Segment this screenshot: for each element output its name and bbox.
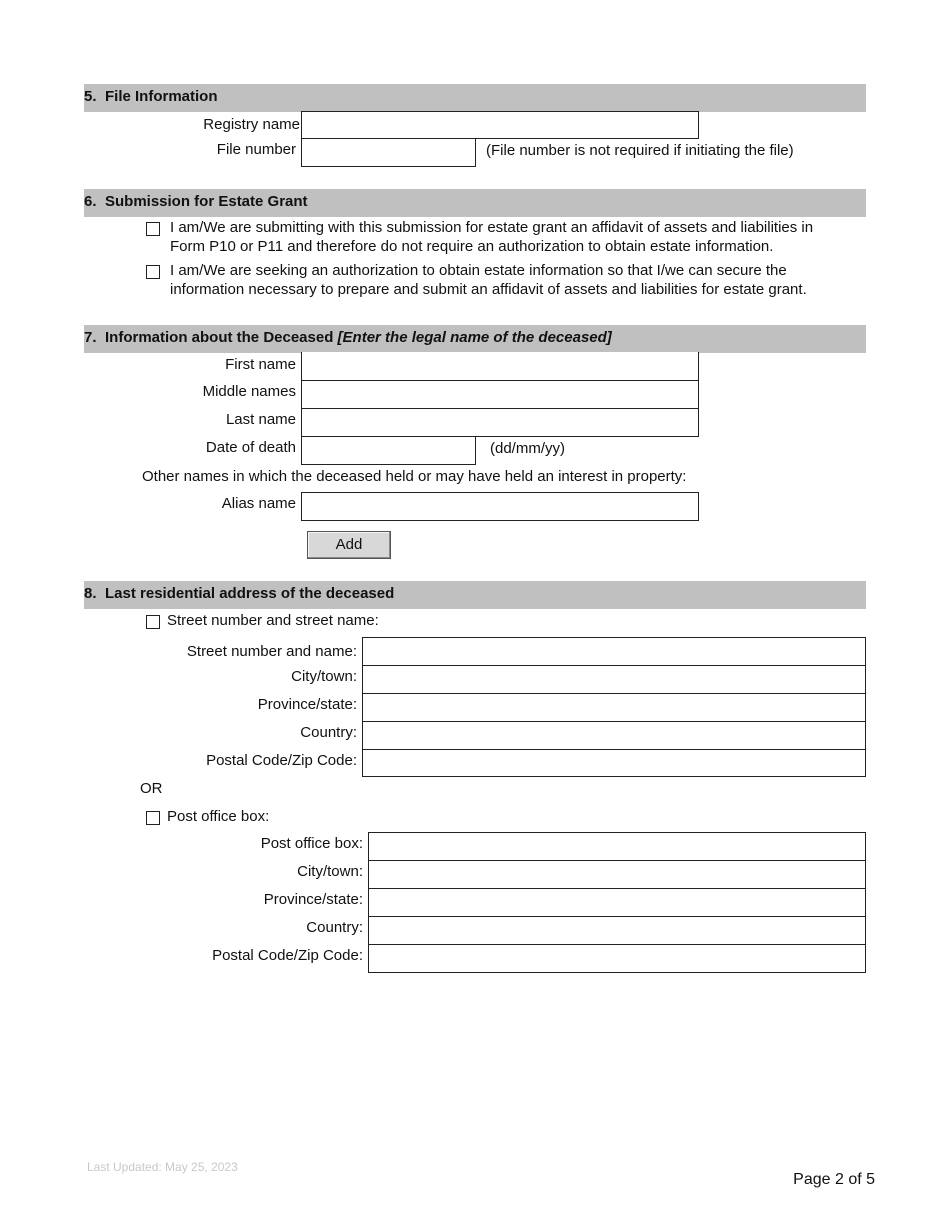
alias-name-label: Alias name [221,495,296,512]
file-number-label: File number [216,141,296,158]
po-box-label: Post office box: [260,835,363,852]
section-title: File Information [105,88,218,105]
section-6-header [84,189,866,217]
po-city-input[interactable] [369,861,865,888]
po-country-field[interactable] [368,916,866,945]
po-postal-label: Postal Code/Zip Code: [212,947,363,964]
po-postal-input[interactable] [369,945,865,972]
page-number: Page 2 of 5 [793,1171,875,1188]
date-of-death-label: Date of death [205,439,296,456]
street-address-option-label: Street number and street name: [167,612,379,629]
file-number-note: (File number is not required if initiating the file) [486,142,794,159]
section-title: Information about the Deceased [105,329,334,346]
street-postal-label: Postal Code/Zip Code: [206,752,357,769]
po-city-label: City/town: [297,863,363,880]
first-name-input[interactable] [302,352,698,380]
section-number: 5. [84,88,97,105]
street-country-input[interactable] [363,722,865,749]
street-city-input[interactable] [363,666,865,693]
alias-name-field[interactable] [301,492,699,521]
street-number-name-field[interactable] [362,637,866,666]
date-of-death-field[interactable] [301,436,476,465]
last-name-input[interactable] [302,409,698,436]
section-number: 7. [84,329,97,346]
registry-name-label: Registry name [203,116,300,133]
section-title: Submission for Estate Grant [105,193,308,210]
or-separator: OR [140,780,163,797]
file-number-input[interactable] [302,139,475,166]
po-box-field[interactable] [368,832,866,861]
street-country-field[interactable] [362,721,866,750]
seeking-authorization-checkbox[interactable] [146,265,160,279]
section-title: Last residential address of the deceased [105,585,395,602]
po-province-label: Province/state: [263,891,363,908]
po-city-field[interactable] [368,860,866,889]
date-format-note: (dd/mm/yy) [490,440,565,457]
po-box-option-label: Post office box: [167,808,270,825]
street-province-field[interactable] [362,693,866,722]
date-of-death-input[interactable] [302,437,475,464]
po-country-input[interactable] [369,917,865,944]
middle-names-input[interactable] [302,381,698,408]
last-name-label: Last name [225,411,296,428]
section-title-note: [Enter the legal name of the deceased] [337,329,612,346]
street-postal-field[interactable] [362,749,866,777]
street-country-label: Country: [300,724,357,741]
section-number: 6. [84,193,97,210]
street-postal-input[interactable] [363,750,865,776]
po-box-checkbox[interactable] [146,811,160,825]
po-country-label: Country: [306,919,363,936]
section-8-header [84,581,866,609]
registry-name-input[interactable] [302,112,698,138]
first-name-field[interactable] [301,352,699,381]
registry-name-field[interactable] [301,111,699,139]
last-name-field[interactable] [301,408,699,437]
po-province-field[interactable] [368,888,866,917]
po-province-input[interactable] [369,889,865,916]
street-province-label: Province/state: [257,696,357,713]
street-province-input[interactable] [363,694,865,721]
section-number: 8. [84,585,97,602]
street-number-name-label: Street number and name: [186,643,357,660]
section-7-header [84,325,866,353]
middle-names-label: Middle names [202,383,296,400]
file-number-field[interactable] [301,138,476,167]
alias-name-input[interactable] [302,493,698,520]
affidavit-submitted-checkbox[interactable] [146,222,160,236]
other-names-text: Other names in which the deceased held or may have held an interest in property: [142,468,687,485]
seeking-authorization-text: I am/We are seeking an authorization to obtain estate information so that I/we can secure the information necessary to prepare and submit an affidavit of assets and liabilities for estate grant. [170,262,807,298]
add-alias-button[interactable]: Add [307,531,391,559]
affidavit-submitted-text: I am/We are submitting with this submission for estate grant an affidavit of assets and liabilities in Form P10 or P11 and therefore do not require an authorization to obtain estate information. [170,219,814,255]
middle-names-field[interactable] [301,380,699,409]
section-5-header [84,84,866,112]
street-city-field[interactable] [362,665,866,694]
po-box-input[interactable] [369,833,865,860]
po-postal-field[interactable] [368,944,866,973]
first-name-label: First name [225,356,296,373]
last-updated-note: Last Updated: May 25, 2023 [87,1160,238,1174]
street-city-label: City/town: [291,668,357,685]
street-address-checkbox[interactable] [146,615,160,629]
street-number-name-input[interactable] [363,638,865,665]
